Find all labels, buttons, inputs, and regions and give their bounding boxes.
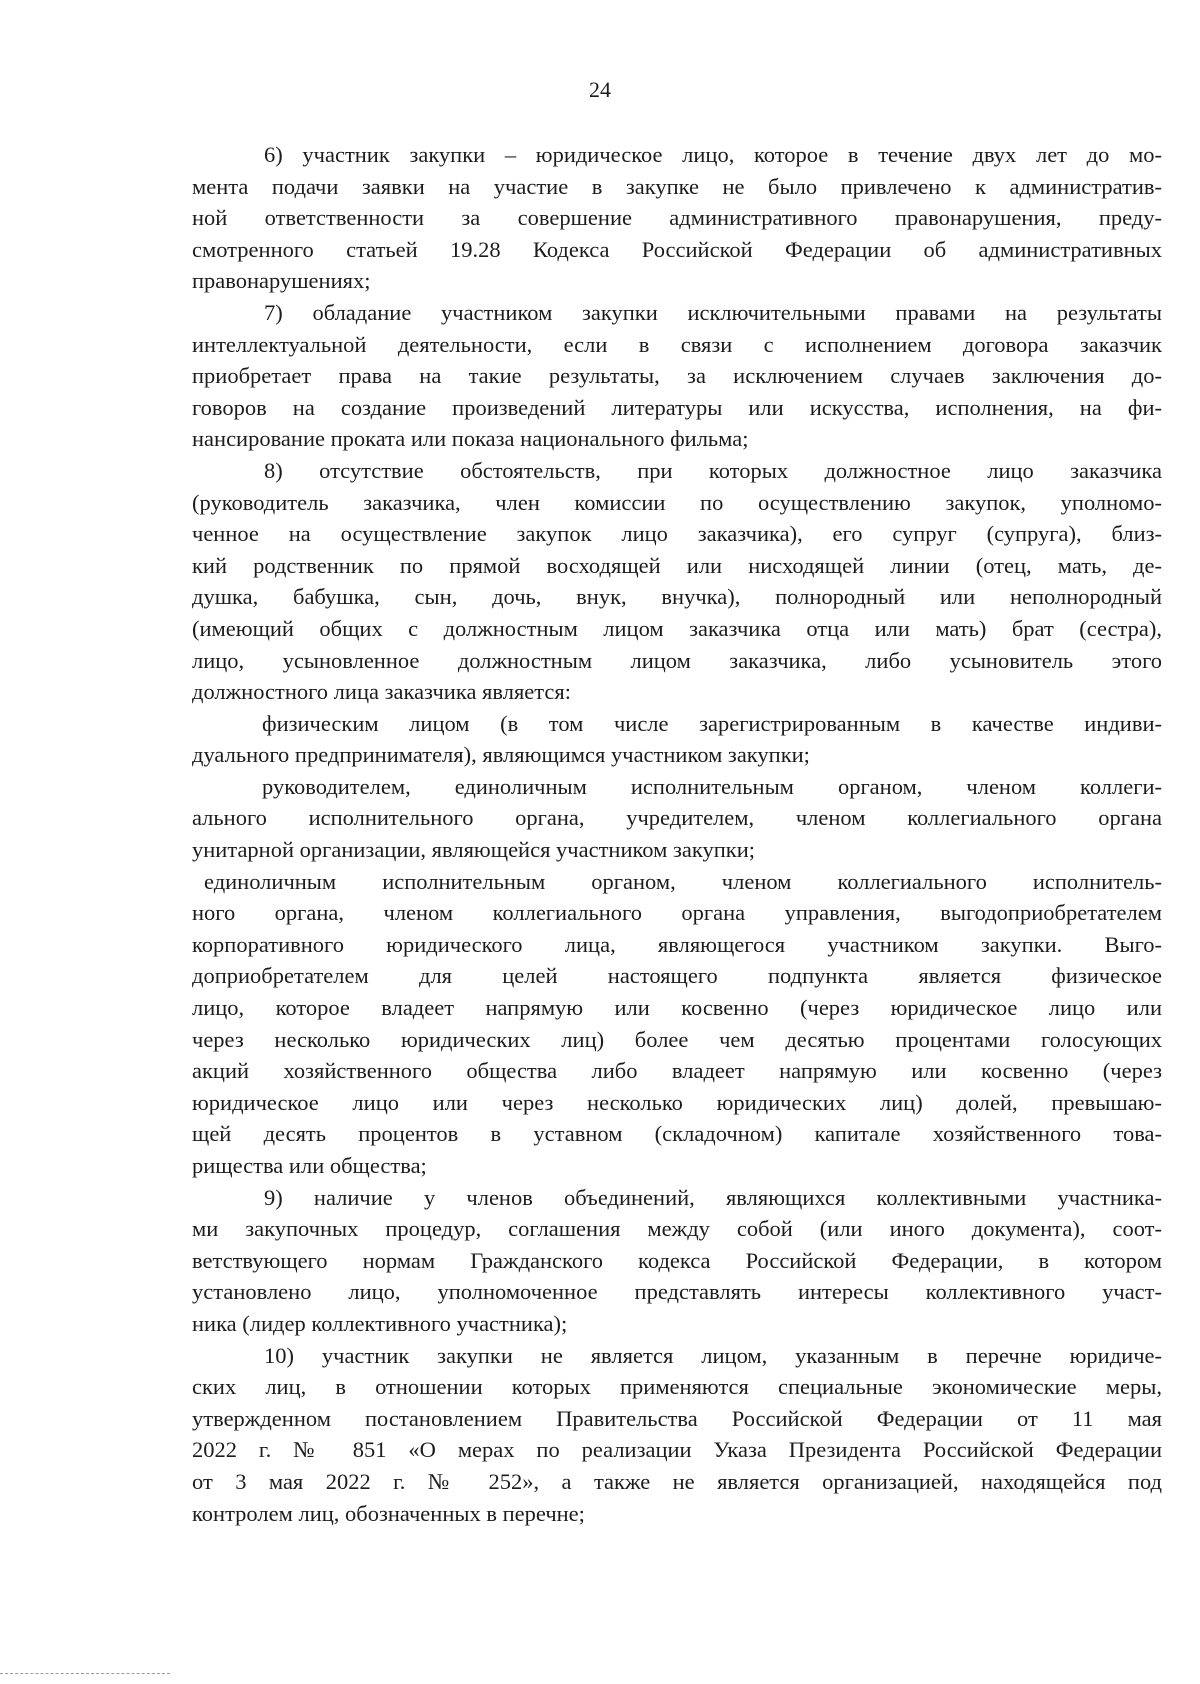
text-line: руководителем, единоличным исполнительным органом, членом коллеги- xyxy=(262,773,1162,799)
text-line: юридическое лицо или через несколько юридических лиц) долей, превышаю- xyxy=(192,1089,1162,1115)
text-line: ального исполнительного органа, учредителем, членом коллегиального органа xyxy=(192,805,1162,831)
text-line: (руководитель заказчика, член комиссии по осуществлению закупок, уполномо- xyxy=(192,489,1162,515)
text-line: нансирование проката или показа национального фильма; xyxy=(192,426,749,452)
text-line: лицо, усыновленное должностным лицом заказчика, либо усыновитель этого xyxy=(192,647,1162,673)
text-line: корпоративного юридического лица, являющегося участником закупки. Выго- xyxy=(192,931,1162,957)
paragraph-item-7 xyxy=(192,297,1162,455)
page-number: 24 xyxy=(589,77,611,102)
text-line: контролем лиц, обозначенных в перечне; xyxy=(192,1500,585,1526)
text-line: ми закупочных процедур, соглашения между собой (или иного документа), соот- xyxy=(192,1216,1162,1242)
text-line: ника (лидер коллективного участника); xyxy=(192,1310,568,1336)
paragraph-item-8-individual xyxy=(192,708,1162,771)
document-body xyxy=(192,139,1162,1529)
text-line: ного органа, членом коллегиального органа управления, выгодоприобретателем xyxy=(192,900,1162,926)
paragraph-item-9 xyxy=(192,1182,1162,1340)
text-line: ветствующего нормам Гражданского кодекса Российской Федерации, в котором xyxy=(192,1247,1162,1273)
text-line: кий родственник по прямой восходящей или нисходящей линии (отец, мать, де- xyxy=(192,552,1162,578)
paragraph-item-10 xyxy=(192,1340,1162,1530)
text-line: ченное на осуществление закупок лицо заказчика), его супруг (супруга), близ- xyxy=(192,521,1162,547)
text-line: 8) отсутствие обстоятельств, при которых должностное лицо заказчика xyxy=(264,457,1162,483)
text-line: через несколько юридических лиц) более чем десятью процентами голосующих xyxy=(192,1026,1162,1052)
text-line: интеллектуальной деятельности, если в связи с исполнением договора заказчик xyxy=(192,331,1162,357)
text-line: акций хозяйственного общества либо владеет напрямую или косвенно (через xyxy=(192,1058,1162,1084)
text-line: 10) участник закупки не является лицом, указанным в перечне юридиче- xyxy=(264,1342,1162,1368)
text-line: физическим лицом (в том числе зарегистрированным в качестве индиви- xyxy=(262,710,1162,736)
text-line: 9) наличие у членов объединений, являющихся коллективными участника- xyxy=(264,1184,1162,1210)
text-line: унитарной организации, являющейся участником закупки; xyxy=(192,837,755,863)
text-line: должностного лица заказчика является: xyxy=(192,679,571,705)
text-line: рищества или общества; xyxy=(192,1153,427,1178)
text-line: мента подачи заявки на участие в закупке не было привлечено к административ- xyxy=(192,173,1162,199)
text-line: приобретает права на такие результаты, за исключением случаев заключения до- xyxy=(192,363,1162,389)
text-line: ских лиц, в отношении которых применяются специальные экономические меры, xyxy=(192,1374,1162,1400)
text-line: щей десять процентов в уставном (складочном) капитале хозяйственного това- xyxy=(192,1121,1162,1147)
paragraph-item-8 xyxy=(192,455,1162,708)
text-line: доприобретателем для целей настоящего подпункта является физическое xyxy=(192,963,1162,989)
text-line: душка, бабушка, сын, дочь, внук, внучка), полнородный или неполнородный xyxy=(192,584,1162,610)
paragraph-item-6 xyxy=(192,139,1162,297)
text-line: смотренного статьей 19.28 Кодекса Российской Федерации об административных xyxy=(192,236,1162,262)
text-line: утвержденном постановлением Правительства Российской Федерации от 11 мая xyxy=(192,1405,1162,1431)
text-line: 6) участник закупки – юридическое лицо, которое в течение двух лет до мо- xyxy=(264,142,1162,167)
scan-edge-divider xyxy=(0,1673,170,1674)
text-line: (имеющий общих с должностным лицом заказчика отца или мать) брат (сестра), xyxy=(192,615,1162,641)
text-line: установлено лицо, уполномоченное представлять интересы коллективного участ- xyxy=(192,1279,1162,1305)
paragraph-item-8-unitary xyxy=(192,771,1162,866)
paragraph-item-8-corporate xyxy=(192,866,1162,1182)
text-line: ной ответственности за совершение административного правонарушения, преду- xyxy=(192,205,1162,231)
text-line: 7) обладание участником закупки исключительными правами на результаты xyxy=(264,299,1162,325)
text-line: единоличным исполнительным органом, членом коллегиального исполнитель- xyxy=(204,868,1162,894)
text-line: лицо, которое владеет напрямую или косвенно (через юридическое лицо или xyxy=(192,995,1162,1021)
text-line: от 3 мая 2022 г. № 252», а также не является организацией, находящейся под xyxy=(192,1468,1162,1494)
text-line: дуального предпринимателя), являющимся участником закупки; xyxy=(192,742,810,768)
text-line: 2022 г. № 851 «О мерах по реализации Указа Президента Российской Федерации xyxy=(192,1437,1162,1463)
text-line: говоров на создание произведений литературы или искусства, исполнения, на фи- xyxy=(192,394,1162,420)
text-line: правонарушениях; xyxy=(192,268,371,294)
